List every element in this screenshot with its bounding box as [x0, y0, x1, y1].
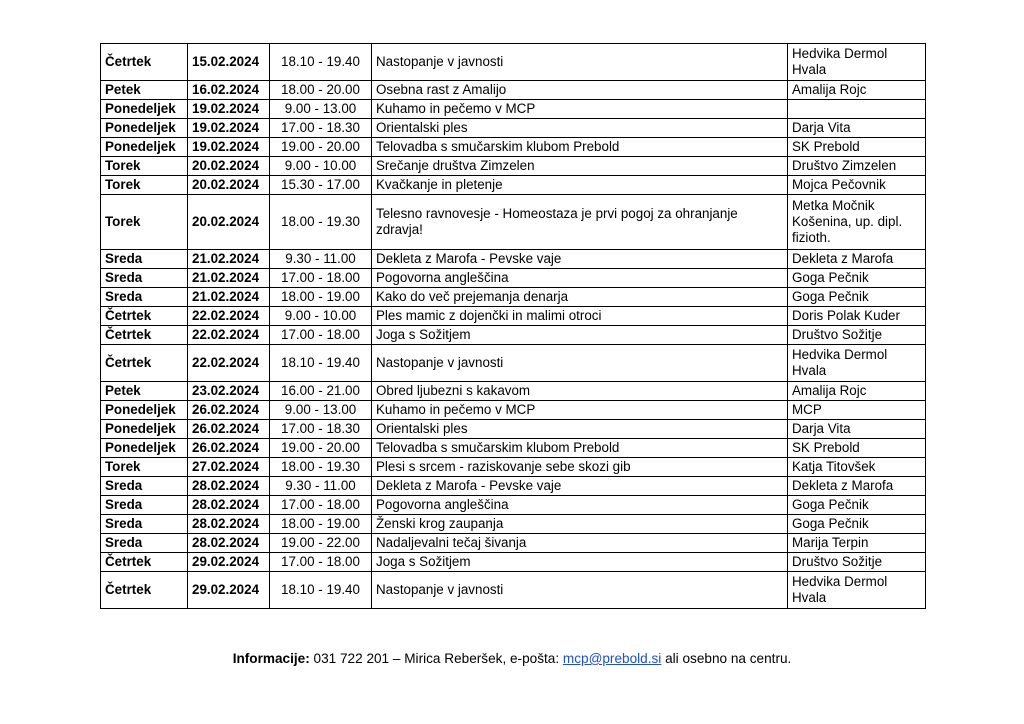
- time-cell: 17.00 - 18.30: [270, 420, 372, 439]
- table-row: [101, 81, 926, 100]
- day-cell: Četrtek: [101, 572, 188, 609]
- day-cell: Sreda: [101, 515, 188, 534]
- contact-footer: [0, 650, 1024, 668]
- date-cell: 22.02.2024: [188, 307, 270, 326]
- activity-cell: Nastopanje v javnosti: [372, 345, 788, 382]
- date-cell: 29.02.2024: [188, 553, 270, 572]
- activity-cell: Plesi s srcem - raziskovanje sebe skozi gib: [372, 458, 788, 477]
- table-row: [101, 458, 926, 477]
- date-cell: 26.02.2024: [188, 401, 270, 420]
- table-row: [101, 157, 926, 176]
- schedule-body: [101, 44, 926, 609]
- host-cell: Mojca Pečovnik: [788, 176, 926, 195]
- day-cell: Ponedeljek: [101, 420, 188, 439]
- host-cell: Goga Pečnik: [788, 496, 926, 515]
- time-cell: 17.00 - 18.00: [270, 326, 372, 345]
- date-cell: 27.02.2024: [188, 458, 270, 477]
- activity-cell: Kuhamo in pečemo v MCP: [372, 401, 788, 420]
- day-cell: Torek: [101, 458, 188, 477]
- host-cell: Goga Pečnik: [788, 515, 926, 534]
- activity-cell: Nastopanje v javnosti: [372, 44, 788, 81]
- time-cell: 18.10 - 19.40: [270, 44, 372, 81]
- host-cell: [788, 100, 926, 119]
- date-cell: 21.02.2024: [188, 269, 270, 288]
- host-cell: Amalija Rojc: [788, 81, 926, 100]
- table-row: [101, 515, 926, 534]
- day-cell: Torek: [101, 157, 188, 176]
- day-cell: Sreda: [101, 477, 188, 496]
- table-row: [101, 534, 926, 553]
- day-cell: Ponedeljek: [101, 439, 188, 458]
- table-row: [101, 119, 926, 138]
- time-cell: 18.00 - 19.30: [270, 458, 372, 477]
- time-cell: 9.30 - 11.00: [270, 250, 372, 269]
- table-row: [101, 553, 926, 572]
- contact-text: 031 722 201 – Mirica Reberšek, e-pošta:: [309, 651, 563, 666]
- activity-cell: Dekleta z Marofa - Pevske vaje: [372, 477, 788, 496]
- day-cell: Četrtek: [101, 553, 188, 572]
- activity-cell: Joga s Sožitjem: [372, 326, 788, 345]
- table-row: [101, 420, 926, 439]
- date-cell: 21.02.2024: [188, 250, 270, 269]
- date-cell: 16.02.2024: [188, 81, 270, 100]
- table-row: [101, 288, 926, 307]
- time-cell: 19.00 - 20.00: [270, 138, 372, 157]
- activity-cell: Telovadba s smučarskim klubom Prebold: [372, 439, 788, 458]
- table-row: [101, 439, 926, 458]
- date-cell: 15.02.2024: [188, 44, 270, 81]
- day-cell: Petek: [101, 81, 188, 100]
- time-cell: 18.10 - 19.40: [270, 345, 372, 382]
- host-cell: Hedvika Dermol Hvala: [788, 44, 926, 81]
- date-cell: 19.02.2024: [188, 100, 270, 119]
- activity-cell: Nadaljevalni tečaj šivanja: [372, 534, 788, 553]
- time-cell: 18.00 - 19.30: [270, 195, 372, 250]
- day-cell: Ponedeljek: [101, 401, 188, 420]
- activity-cell: Pogovorna angleščina: [372, 496, 788, 515]
- date-cell: 28.02.2024: [188, 534, 270, 553]
- date-cell: 19.02.2024: [188, 119, 270, 138]
- activity-cell: Kuhamo in pečemo v MCP: [372, 100, 788, 119]
- host-cell: Metka Močnik Košenina, up. dipl. fizioth.: [788, 195, 926, 250]
- activity-cell: Srečanje društva Zimzelen: [372, 157, 788, 176]
- date-cell: 28.02.2024: [188, 477, 270, 496]
- table-row: [101, 176, 926, 195]
- date-cell: 29.02.2024: [188, 572, 270, 609]
- activity-cell: Kako do več prejemanja denarja: [372, 288, 788, 307]
- date-cell: 28.02.2024: [188, 496, 270, 515]
- time-cell: 17.00 - 18.00: [270, 553, 372, 572]
- table-row: [101, 250, 926, 269]
- time-cell: 17.00 - 18.30: [270, 119, 372, 138]
- day-cell: Sreda: [101, 269, 188, 288]
- table-row: [101, 572, 926, 609]
- time-cell: 18.00 - 19.00: [270, 515, 372, 534]
- time-cell: 9.00 - 10.00: [270, 157, 372, 176]
- host-cell: Hedvika Dermol Hvala: [788, 345, 926, 382]
- host-cell: Doris Polak Kuder: [788, 307, 926, 326]
- info-label: Informacije:: [232, 651, 310, 666]
- table-row: [101, 100, 926, 119]
- date-cell: 20.02.2024: [188, 176, 270, 195]
- table-row: [101, 307, 926, 326]
- date-cell: 22.02.2024: [188, 345, 270, 382]
- date-cell: 21.02.2024: [188, 288, 270, 307]
- table-row: [101, 496, 926, 515]
- day-cell: Sreda: [101, 288, 188, 307]
- activity-cell: Orientalski ples: [372, 119, 788, 138]
- date-cell: 26.02.2024: [188, 439, 270, 458]
- time-cell: 17.00 - 18.00: [270, 269, 372, 288]
- day-cell: Sreda: [101, 496, 188, 515]
- time-cell: 19.00 - 22.00: [270, 534, 372, 553]
- contact-suffix: ali osebno na centru.: [661, 651, 792, 666]
- time-cell: 9.30 - 11.00: [270, 477, 372, 496]
- day-cell: Ponedeljek: [101, 138, 188, 157]
- table-row: [101, 44, 926, 81]
- table-row: [101, 195, 926, 250]
- table-row: [101, 401, 926, 420]
- date-cell: 20.02.2024: [188, 157, 270, 176]
- activity-cell: Kvačkanje in pletenje: [372, 176, 788, 195]
- date-cell: 19.02.2024: [188, 138, 270, 157]
- host-cell: Amalija Rojc: [788, 382, 926, 401]
- time-cell: 15.30 - 17.00: [270, 176, 372, 195]
- host-cell: Društvo Sožitje: [788, 326, 926, 345]
- date-cell: 23.02.2024: [188, 382, 270, 401]
- day-cell: Torek: [101, 176, 188, 195]
- host-cell: Darja Vita: [788, 420, 926, 439]
- activity-cell: Ples mamic z dojenčki in malimi otroci: [372, 307, 788, 326]
- date-cell: 20.02.2024: [188, 195, 270, 250]
- day-cell: Četrtek: [101, 345, 188, 382]
- host-cell: SK Prebold: [788, 138, 926, 157]
- host-cell: Društvo Zimzelen: [788, 157, 926, 176]
- activity-cell: Ženski krog zaupanja: [372, 515, 788, 534]
- date-cell: 28.02.2024: [188, 515, 270, 534]
- activity-cell: Telovadba s smučarskim klubom Prebold: [372, 138, 788, 157]
- day-cell: Četrtek: [101, 307, 188, 326]
- host-cell: Marija Terpin: [788, 534, 926, 553]
- time-cell: 9.00 - 13.00: [270, 100, 372, 119]
- time-cell: 9.00 - 13.00: [270, 401, 372, 420]
- host-cell: Goga Pečnik: [788, 288, 926, 307]
- day-cell: Četrtek: [101, 44, 188, 81]
- time-cell: 17.00 - 18.00: [270, 496, 372, 515]
- email-link[interactable]: mcp@prebold.si: [562, 651, 662, 666]
- day-cell: Ponedeljek: [101, 100, 188, 119]
- date-cell: 26.02.2024: [188, 420, 270, 439]
- host-cell: Hedvika Dermol Hvala: [788, 572, 926, 609]
- activity-cell: Telesno ravnovesje - Homeostaza je prvi pogoj za ohranjanje zdravja!: [372, 195, 788, 250]
- table-row: [101, 326, 926, 345]
- time-cell: 19.00 - 20.00: [270, 439, 372, 458]
- host-cell: Katja Titovšek: [788, 458, 926, 477]
- host-cell: MCP: [788, 401, 926, 420]
- table-row: [101, 477, 926, 496]
- date-cell: 22.02.2024: [188, 326, 270, 345]
- table-row: [101, 138, 926, 157]
- host-cell: SK Prebold: [788, 439, 926, 458]
- activity-cell: Joga s Sožitjem: [372, 553, 788, 572]
- activity-cell: Nastopanje v javnosti: [372, 572, 788, 609]
- time-cell: 18.10 - 19.40: [270, 572, 372, 609]
- day-cell: Četrtek: [101, 326, 188, 345]
- activity-cell: Osebna rast z Amalijo: [372, 81, 788, 100]
- table-row: [101, 345, 926, 382]
- activity-cell: Orientalski ples: [372, 420, 788, 439]
- host-cell: Dekleta z Marofa: [788, 477, 926, 496]
- host-cell: Darja Vita: [788, 119, 926, 138]
- time-cell: 18.00 - 20.00: [270, 81, 372, 100]
- time-cell: 9.00 - 10.00: [270, 307, 372, 326]
- table-row: [101, 382, 926, 401]
- day-cell: Sreda: [101, 250, 188, 269]
- day-cell: Ponedeljek: [101, 119, 188, 138]
- activity-cell: Dekleta z Marofa - Pevske vaje: [372, 250, 788, 269]
- table-row: [101, 269, 926, 288]
- day-cell: Torek: [101, 195, 188, 250]
- host-cell: Dekleta z Marofa: [788, 250, 926, 269]
- host-cell: Društvo Sožitje: [788, 553, 926, 572]
- host-cell: Goga Pečnik: [788, 269, 926, 288]
- day-cell: Sreda: [101, 534, 188, 553]
- time-cell: 18.00 - 19.00: [270, 288, 372, 307]
- schedule-table: [100, 43, 926, 609]
- activity-cell: Obred ljubezni s kakavom: [372, 382, 788, 401]
- activity-cell: Pogovorna angleščina: [372, 269, 788, 288]
- time-cell: 16.00 - 21.00: [270, 382, 372, 401]
- day-cell: Petek: [101, 382, 188, 401]
